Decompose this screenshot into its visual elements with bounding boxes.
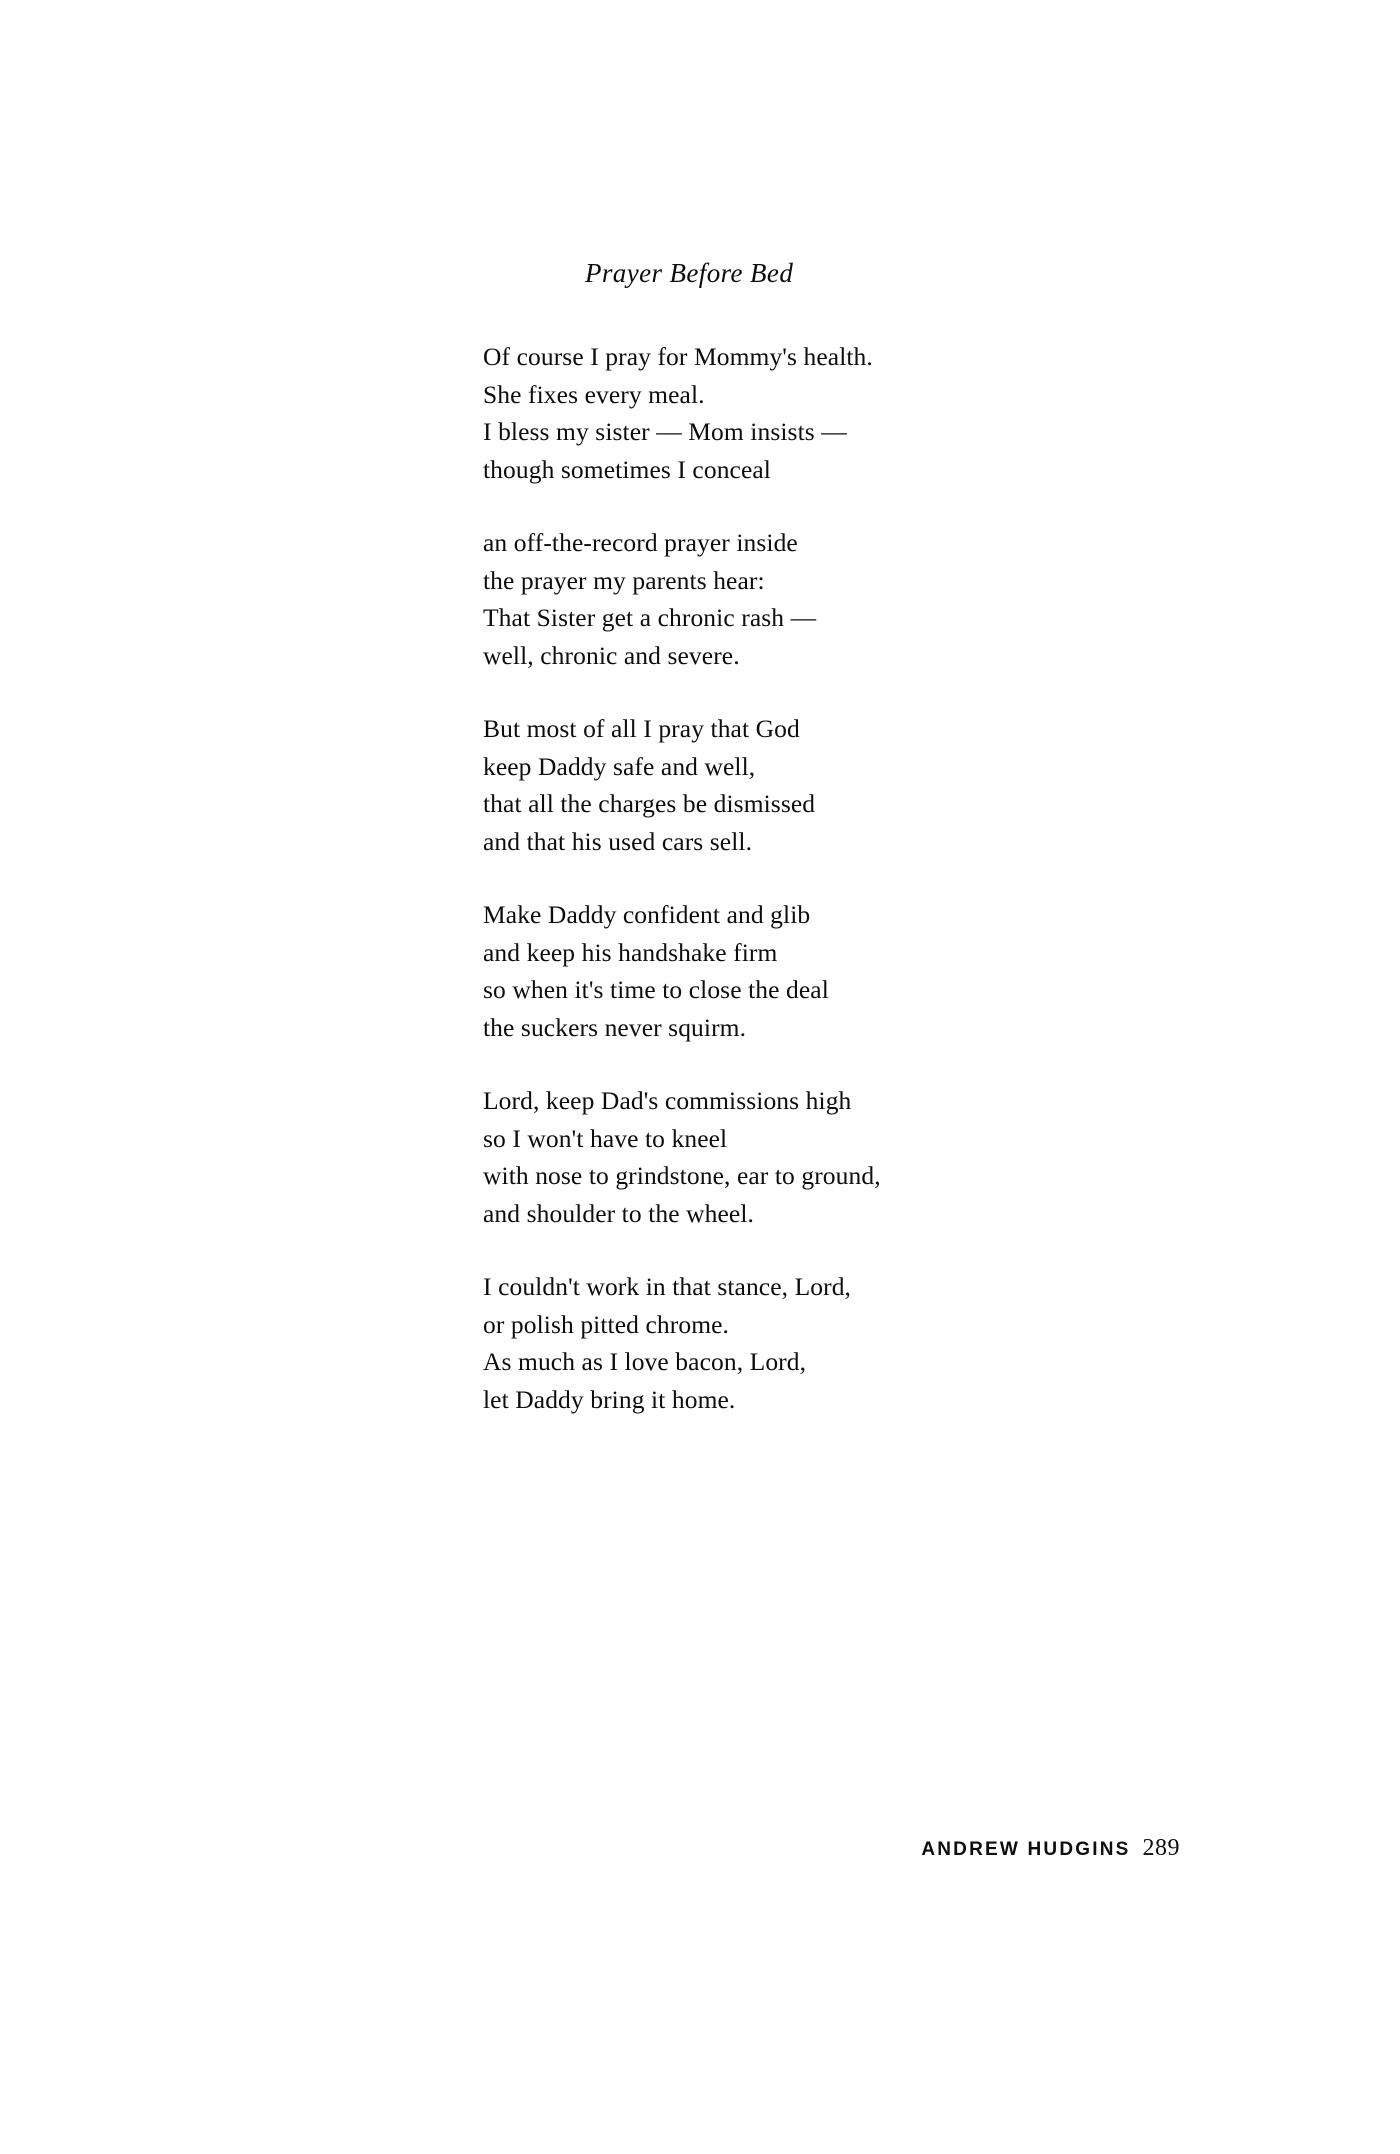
poem-line: Lord, keep Dad's commissions high [483, 1086, 852, 1115]
stanza [483, 1082, 1183, 1232]
stanza [483, 524, 1183, 674]
poem-line: I couldn't work in that stance, Lord, [483, 1272, 852, 1301]
page-footer [0, 1835, 1180, 1862]
poem-line: the suckers never squirm. [483, 1012, 747, 1042]
stanza [483, 896, 1183, 1046]
author-name: ANDREW HUDGINS [921, 1839, 1131, 1860]
poem-body [483, 338, 1183, 1454]
poem-line: so when it's time to close the deal [483, 975, 829, 1004]
poem-line: and that his used cars sell. [483, 826, 753, 856]
poem-line: As much as I love bacon, Lord, [483, 1347, 807, 1376]
poem-line: an off-the-record prayer inside [483, 528, 798, 557]
poem-line: well, chronic and severe. [483, 640, 740, 670]
poem-line: and shoulder to the wheel. [483, 1198, 754, 1228]
stanza [483, 338, 1183, 488]
poem-line: Of course I pray for Mommy's health. [483, 342, 873, 371]
poem-line: Make Daddy confident and glib [483, 900, 811, 929]
stanza [483, 1268, 1183, 1418]
poem-title: Prayer Before Bed [585, 258, 794, 288]
poem-line: let Daddy bring it home. [483, 1384, 736, 1414]
poem-line: though sometimes I conceal [483, 454, 771, 484]
poem-line: the prayer my parents hear: [483, 565, 765, 595]
poem-line: I bless my sister — Mom insists — [483, 417, 847, 446]
poem-line: so I won't have to kneel [483, 1123, 728, 1153]
poem-line: with nose to grindstone, ear to ground, [483, 1161, 881, 1190]
stanza [483, 710, 1183, 860]
poem-line: keep Daddy safe and well, [483, 751, 756, 781]
page-number: 289 [1142, 1835, 1180, 1861]
poem-line: That Sister get a chronic rash — [483, 603, 817, 632]
poem-line: She fixes every meal. [483, 379, 705, 409]
poem-line: and keep his handshake firm [483, 937, 778, 967]
poem-line: or polish pitted chrome. [483, 1309, 730, 1339]
poem-line: that all the charges be dismissed [483, 789, 816, 818]
poem-line: But most of all I pray that God [483, 714, 800, 743]
